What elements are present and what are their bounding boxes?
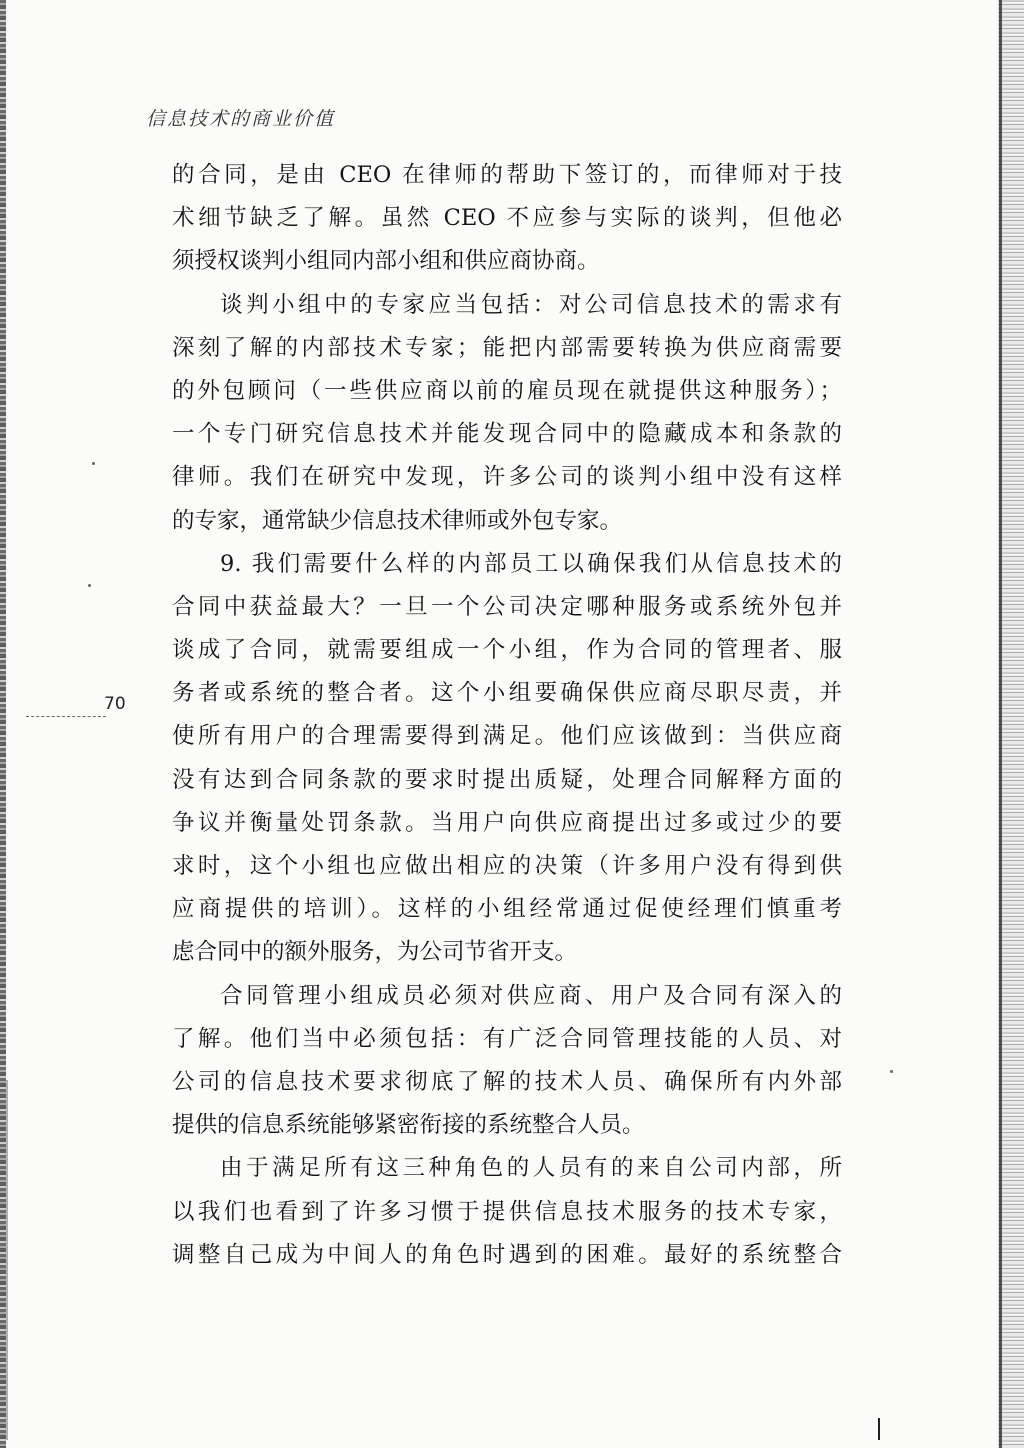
scan-speck xyxy=(92,462,95,465)
running-header: 信息技术的商业价值 xyxy=(146,108,336,130)
text-line: 争议并衡量处罚条款。当用户向供应商提出过多或过少的要 xyxy=(172,809,842,836)
text-line: 求时，这个小组也应做出相应的决策（许多用户没有得到供 xyxy=(172,853,842,879)
page-number: 70 xyxy=(104,694,126,714)
text-line: 以我们也看到了许多习惯于提供信息技术服务的技术专家， xyxy=(172,1198,842,1225)
scan-margin-marks xyxy=(6,1080,12,1440)
text-line: 了解。他们当中必须包括：有广泛合同管理技能的人员、对 xyxy=(172,1025,842,1052)
text-line: 没有达到合同条款的要求时提出质疑，处理合同解释方面的 xyxy=(172,766,842,793)
text-line: 虑合同中的额外服务，为公司节省开支。 xyxy=(172,939,578,966)
text-line: 谈成了合同，就需要组成一个小组，作为合同的管理者、服 xyxy=(172,637,842,664)
text-line: 应商提供的培训）。这样的小组经常通过促使经理们慎重考 xyxy=(172,896,842,923)
text-line: 须授权谈判小组同内部小组和供应商协商。 xyxy=(172,248,600,275)
scan-speck xyxy=(890,1070,893,1073)
text-line: 务者或系统的整合者。这个小组要确保供应商尽职尽责，并 xyxy=(172,680,842,707)
text-line: 律师。我们在研究中发现，许多公司的谈判小组中没有这样 xyxy=(172,464,842,491)
page-number-rule xyxy=(26,716,106,717)
text-line: 的外包顾问（一些供应商以前的雇员现在就提供这种服务）； xyxy=(172,377,842,404)
text-line: 提供的信息系统能够紧密衔接的系统整合人员。 xyxy=(172,1112,645,1139)
text-line: 深刻了解的内部技术专家；能把内部需要转换为供应商需要 xyxy=(172,334,842,361)
text-line: 公司的信息技术要求彻底了解的技术人员、确保所有内外部 xyxy=(172,1068,842,1095)
text-line: 合同中获益最大？一旦一个公司决定哪种服务或系统外包并 xyxy=(172,593,842,620)
paragraph-start-line: 由于满足所有这三种角色的人员有的来自公司内部，所 xyxy=(220,1155,842,1182)
body-text xyxy=(172,154,842,1277)
scan-binding-line xyxy=(999,0,1002,1448)
text-line: 一个专门研究信息技术并能发现合同中的隐藏成本和条款的 xyxy=(172,421,842,448)
paragraph-start-line: 谈判小组中的专家应当包括：对公司信息技术的需求有 xyxy=(220,291,842,318)
text-line: 术细节缺乏了解。虽然 CEO 不应参与实际的谈判，但他必 xyxy=(172,205,842,232)
text-line: 的专家，通常缺少信息技术律师或外包专家。 xyxy=(172,507,623,534)
text-line: 的合同，是由 CEO 在律师的帮助下签订的，而律师对于技 xyxy=(172,162,842,188)
text-line: 调整自己成为中间人的角色时遇到的困难。最好的系统整合 xyxy=(172,1241,842,1268)
paragraph-start-line: 合同管理小组成员必须对供应商、用户及合同有深入的 xyxy=(220,982,842,1009)
paragraph-start-line: 9. 我们需要什么样的内部员工以确保我们从信息技术的 xyxy=(220,550,842,577)
text-line: 使所有用户的合理需要得到满足。他们应该做到：当供应商 xyxy=(172,723,842,750)
scan-mark-bottom xyxy=(878,1418,880,1440)
scan-speck xyxy=(88,584,91,587)
